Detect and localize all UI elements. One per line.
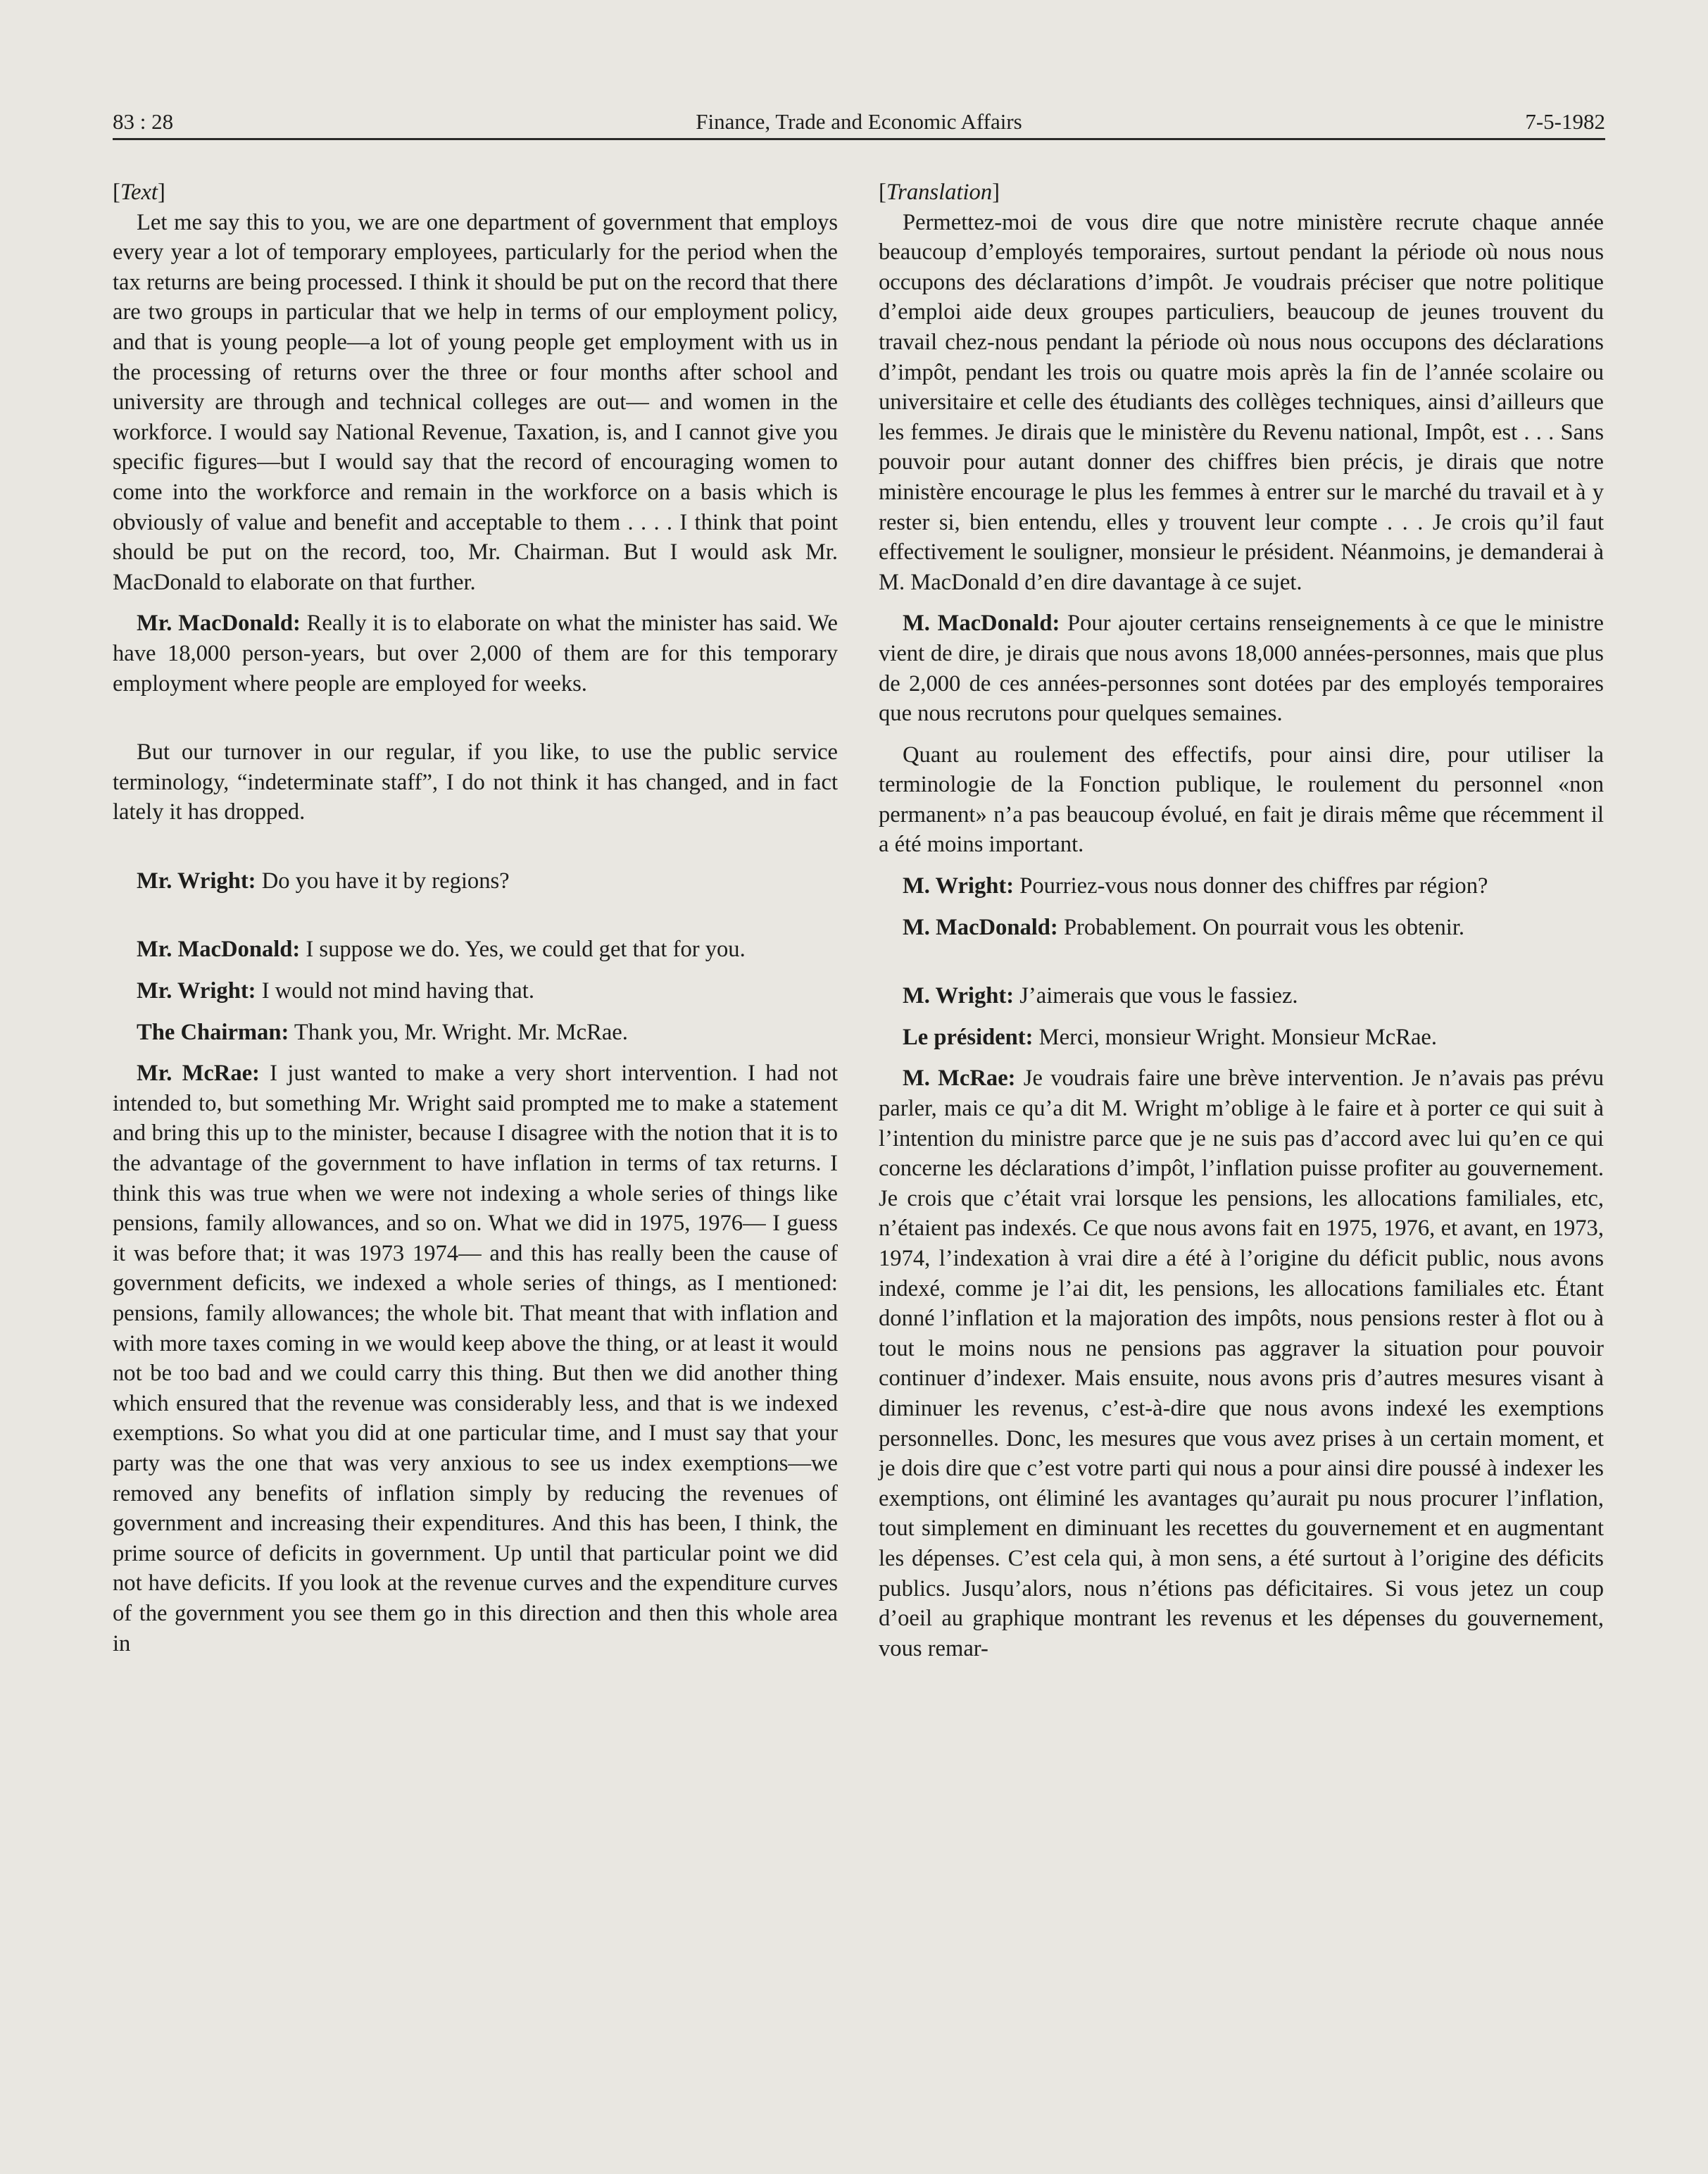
translation-marker: [Translation] [879,180,1000,205]
speaker-name: M. Wright: [903,983,1015,1009]
paragraph: M. Wright: Pourriez-vous nous donner des chiffres par région? [903,873,1488,899]
paragraph: Mr. MacDonald: I suppose we do. Yes, we could get that for you. [137,937,746,963]
paragraph: Mr. Wright: I would not mind having that. [137,978,534,1004]
committee-title: Finance, Trade and Economic Affairs [696,109,1022,134]
paragraph: Mr. MacDonald: Really it is to elaborate on what the minister has said. We have 18,000 person-years, but over 2,000 of them are for this temporary employment where people are employed for weeks. [113,611,838,696]
paragraph: Let me say this to you, we are one department of government that employs every year a lot of temporary employees, particularly for the period when the tax returns are being processed. I think it should be put on the record that there are two groups in particular that we help in terms of our employment policy, and that is young people—a lot of young people get employment with us in the processing of returns over the three or four months after school and university are through and technical colleges are out— and women in the workforce. I would say National Revenue, Taxation, is, and I cannot give you specific figures—but I would say that the record of encouraging women to come into the workforce and remain in the workforce on a basis which is obviously of value and benefit and acceptable to them . . . . I think that point should be put on the record, too, Mr. Chairman. But I would ask Mr. MacDonald to elaborate on that further. [113,209,838,595]
paragraph: M. McRae: Je voudrais faire une brève intervention. Je n’avais pas prévu parler, mais ce qu’a dit M. Wright m’oblige à le faire et à porter ce qui suit à l’intention du ministre parce que je ne suis pas d’accord avec lui qu’en ce qui concerne les déclarations d’impôt, l’inflation puisse profiter au gouvernement. Je crois que c’était vrai lorsque les pensions, les allocations familiales, etc, n’étaient pas indexés. Ce que nous avons fait en 1975, 1976, et avant, en 1973, 1974, l’indexation à vrai dire a été à l’origine du déficit public, nous avons indexé, comme je l’ai dit, les pensions, les allocations familiales etc. Étant donné l’inflation et la majoration des impôts, nous pensions rester à flot ou à tout le moins nous ne pensions pas aggraver la situation pour pouvoir continuer d’indexer. Mais ensuite, nous avons pris d’autres mesures visant à diminuer les revenus, c’est-à-dire que nous avons indexé les exemptions personnelles. Donc, les mesures que vous avez prises à un certain moment, et je dois dire que c’est votre parti qui nous a pour ainsi dire poussé à indexer les exemptions, ont éliminé les avantages qu’aurait pu nous procurer l’inflation, tout simplement en diminuant les recettes du gouvernement et en augmentant les dépenses. C’est cela qui, à mon sens, a été surtout à l’origine des déficits publics. Jusqu’alors, nous n’étions pas déficitaires. Si vous jetez un coup d’oeil au graphique montrant les revenus et les dépenses du gouvernement, vous remar- [879,1066,1604,1661]
page-number: 83 : 28 [113,109,174,134]
page-header [113,106,1605,140]
speaker-name: M. MacDonald: [903,611,1060,637]
speaker-name: Mr. MacDonald: [137,937,301,963]
paragraph: Le président: Merci, monsieur Wright. Monsieur McRae. [903,1024,1438,1050]
paragraph: Quant au roulement des effectifs, pour ainsi dire, pour utiliser la terminologie de la Fonction publique, le roulement du personnel «non permanent» n’a pas beaucoup évolué, en fait je dirais même que récemment il a été moins important. [879,742,1604,858]
speaker-name: M. Wright: [903,873,1015,899]
speaker-name: M. McRae: [903,1066,1016,1092]
paragraph: M. MacDonald: Pour ajouter certains renseignements à ce que le ministre vient de dire, je dirais que nous avons 18,000 années-personnes, mais que plus de 2,000 de ces années-personnes sont dotées par des employés temporaires que nous recrutons pour quelques semaines. [879,611,1604,727]
paragraph: Mr. McRae: I just wanted to make a very short intervention. I had not intended to, but something Mr. Wright said prompted me to make a statement and bring this up to the minister, because I disagree with the notion that it is to the advantage of the government to have inflation in terms of tax returns. I think this was true when we were not indexing a whole series of things like pensions, family allowances, and so on. What we did in 1975, 1976— I guess it was before that; it was 1973 1974— and this has really been the cause of government deficits, we indexed a whole series of things, as I mentioned: pensions, family allowances; the whole bit. That meant that with inflation and with more taxes coming in we would keep above the thing, or at least it would not be too bad and we could carry this thing. But then we did another thing which ensured that the revenue was considerably less, and that is we indexed exemptions. So what you did at one particular time, and I must say that your party was the one that was very anxious to see us index exemptions—we removed any benefits of inflation simply by reducing the revenues of government and increasing their expenditures. And this has been, I think, the prime source of deficits in government. Up until that particular point we did not have deficits. If you look at the revenue curves and the expenditure curves of the government you see them go in this direction and then this whole area in [113,1061,838,1656]
speaker-name: The Chairman: [137,1019,289,1045]
paragraph: The Chairman: Thank you, Mr. Wright. Mr. McRae. [137,1019,628,1045]
paragraph: Permettez-moi de vous dire que notre ministère recrute chaque année beaucoup d’employés temporaires, surtout pendant la période où nous nous occupons des déclarations d’impôt. Je voudrais préciser que notre politique d’emploi aide deux groupes particuliers, beaucoup de jeunes trouvent du travail chez-nous pendant la période où nous nous occupons des déclarations d’impôt, pendant les trois ou quatre mois après la fin de l’année scolaire ou universitaire et celle des étudiants des collèges techniques, ainsi d’ailleurs que les femmes. Je dirais que le ministère du Revenu national, Impôt, est . . . Sans pouvoir pour autant donner des chiffres bien précis, je dirais que notre ministère encourage le plus les femmes à entrer sur le marché du travail et à y rester si, bien entendu, elles y trouvent leur compte . . . Je crois qu’il faut effectivement le souligner, monsieur le président. Néanmoins, je demanderai à M. MacDonald d’en dire davantage à ce sujet. [879,209,1604,595]
french-column [879,177,1604,1663]
session-date: 7-5-1982 [1525,109,1605,134]
speaker-name: Mr. MacDonald: [137,611,301,637]
speaker-name: Mr. Wright: [137,978,256,1004]
speaker-name: Mr. McRae: [137,1061,260,1087]
paragraph: M. Wright: J’aimerais que vous le fassiez. [903,983,1298,1009]
text-marker: [Text] [113,180,165,205]
paragraph: M. MacDonald: Probablement. On pourrait vous les obtenir. [903,914,1465,940]
paragraph: But our turnover in our regular, if you like, to use the public service terminology, “indeterminate staff”, I do not think it has changed, and in fact lately it has dropped. [113,739,838,825]
speaker-name: Mr. Wright: [137,868,256,894]
speaker-name: M. MacDonald: [903,914,1058,940]
english-column [113,177,838,1658]
speaker-name: Le président: [903,1024,1034,1050]
paragraph: Mr. Wright: Do you have it by regions? [137,868,510,894]
